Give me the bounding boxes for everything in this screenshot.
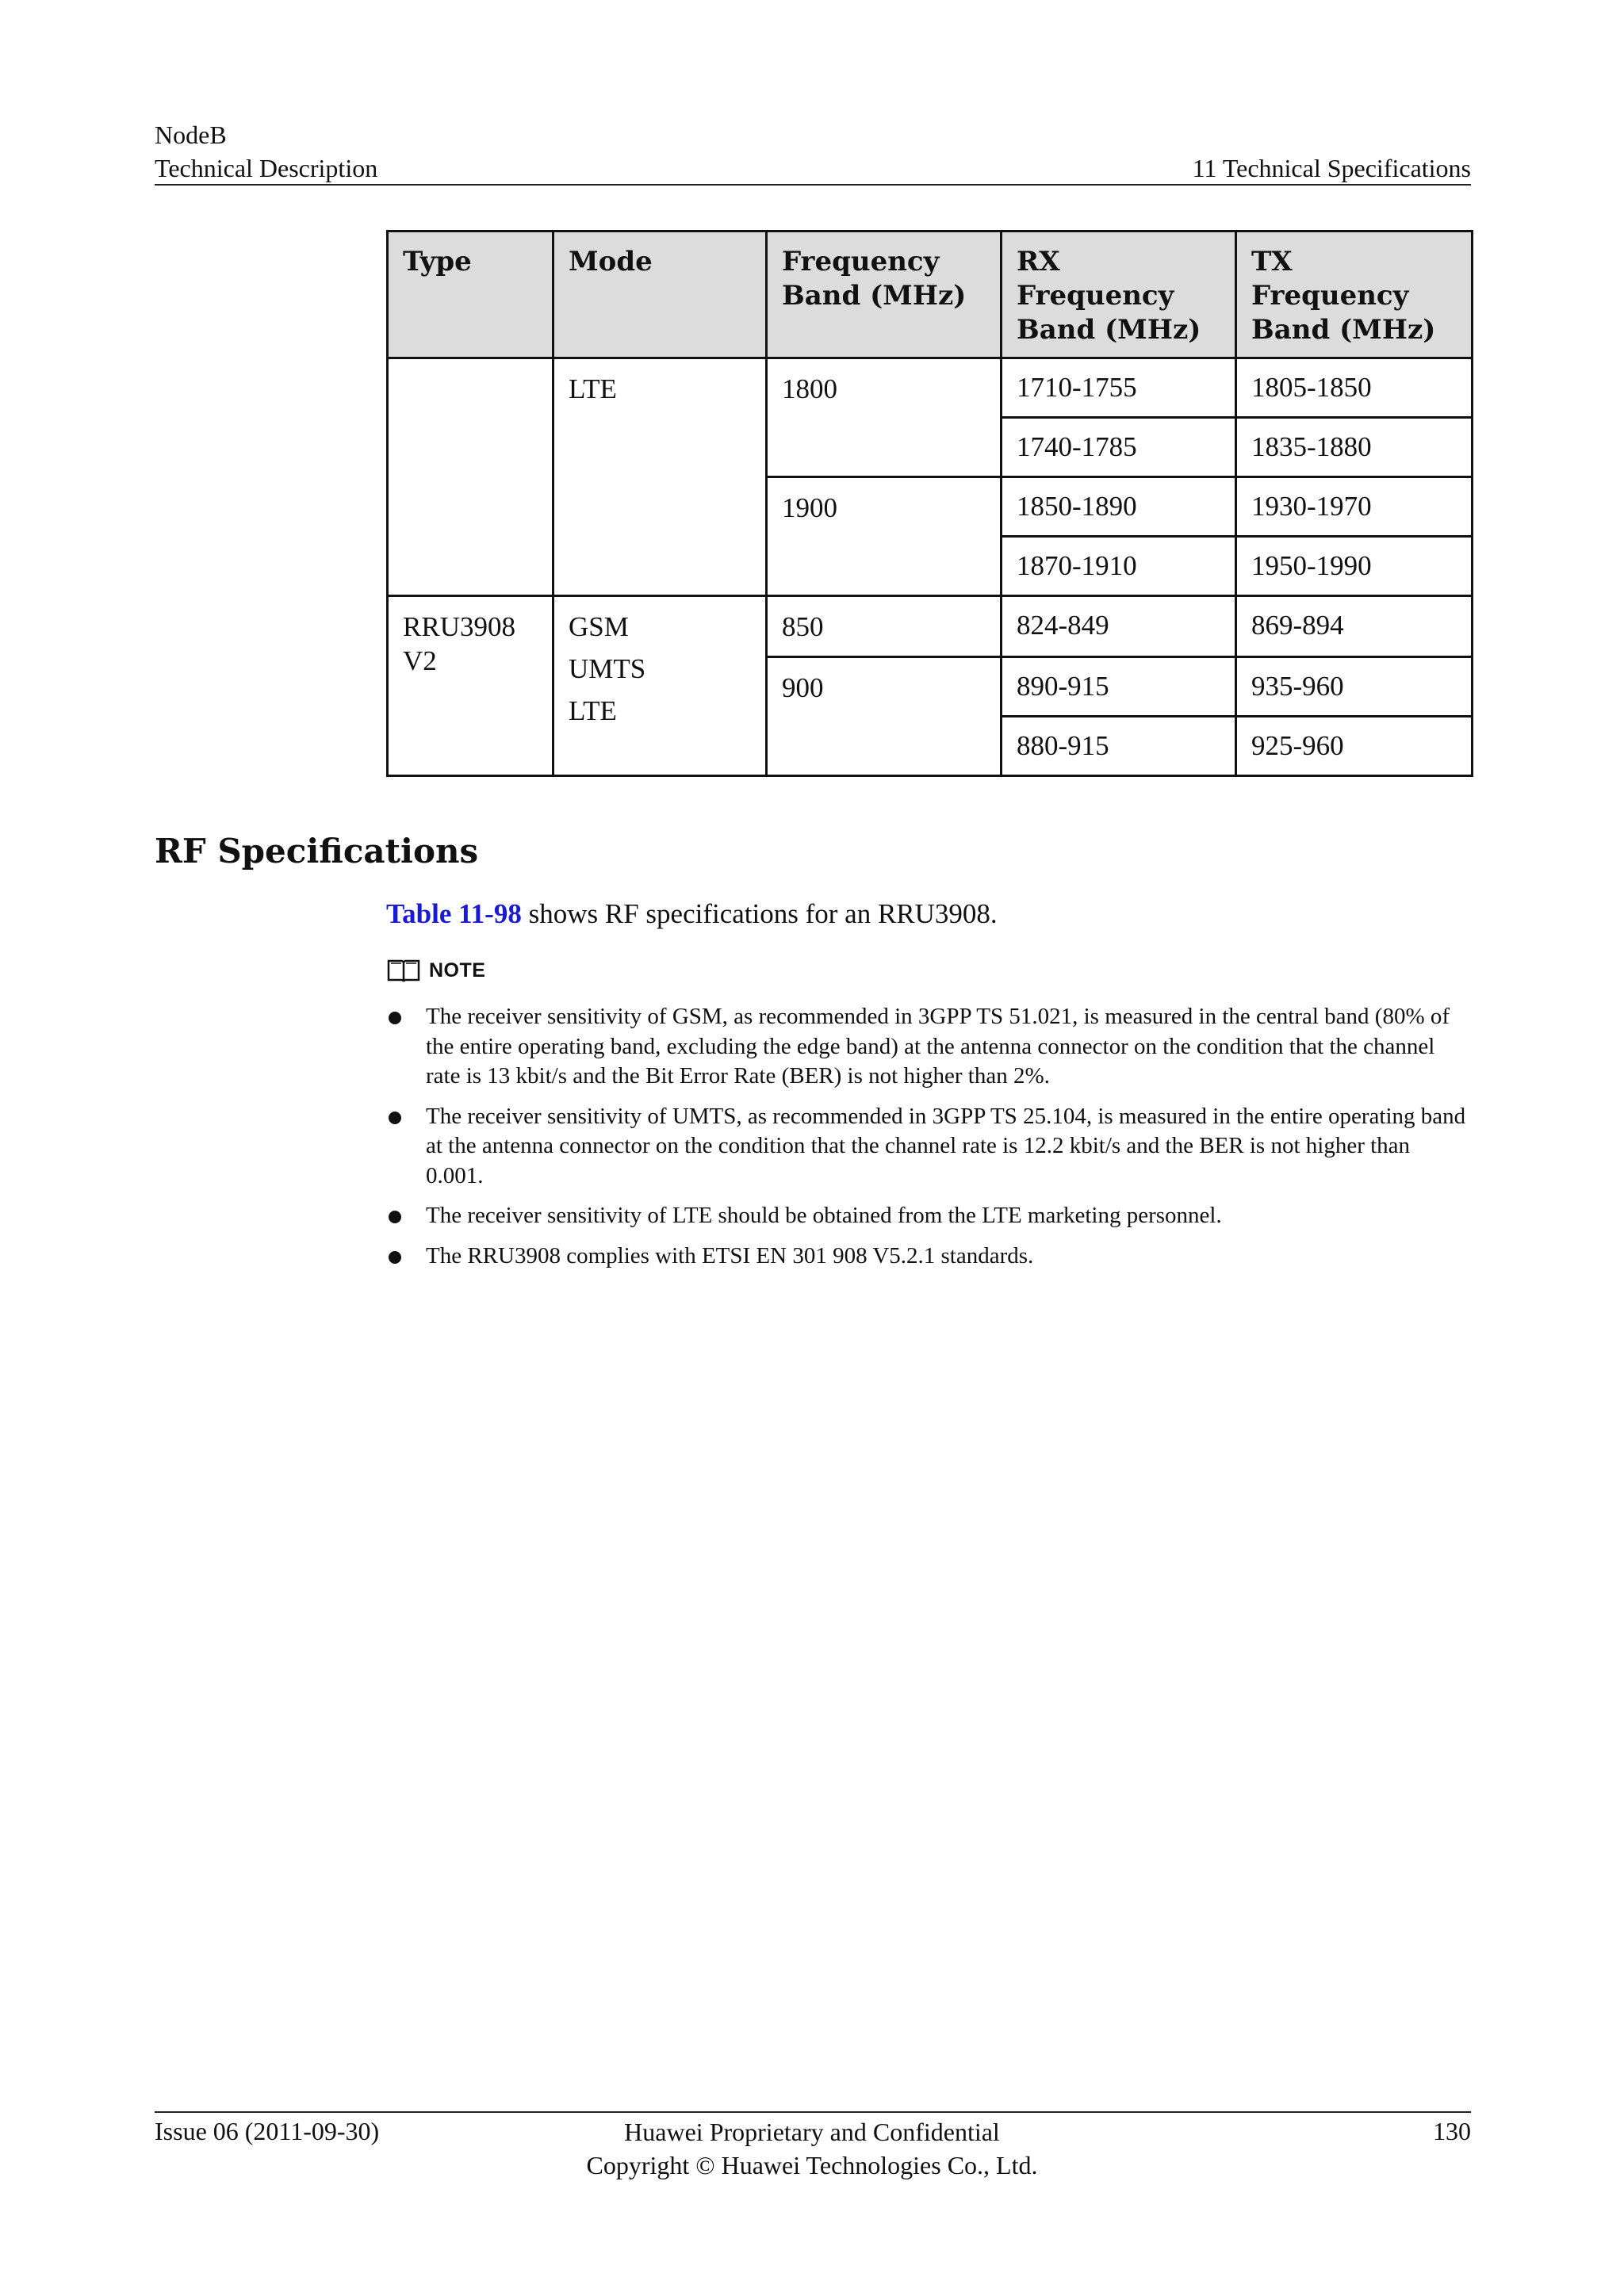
note-text: The receiver sensitivity of LTE should be obtained from the LTE marketing personnel. [426,1203,1222,1228]
table-header-row [388,232,1473,358]
list-item [386,1201,1471,1231]
type-line: RRU3908 [403,611,515,642]
footer-center [0,2115,1624,2182]
cell-tx-band: 925-960 [1236,717,1473,776]
footer-divider [155,2111,1471,2113]
table-reference-link[interactable]: Table 11-98 [386,898,522,929]
footer-copyright: Copyright © Huawei Technologies Co., Ltd. [586,2151,1038,2179]
cell-rx-band: 824-849 [1002,596,1236,657]
cell-rx-band: 1740-1785 [1002,418,1236,477]
note-header [386,955,485,986]
note-label: NOTE [429,959,486,982]
cell-frequency-band: 1800 [767,358,1002,477]
list-item [386,1242,1471,1272]
intro-text: shows RF specifications for an RRU3908. [521,898,998,929]
cell-frequency-band: 1900 [767,477,1002,596]
bullet-icon [389,1112,401,1124]
col-header-type: Type [388,232,553,358]
cell-tx-band: 1950-1990 [1236,537,1473,596]
mode-item: LTE [569,695,617,726]
cell-rx-band: 890-915 [1002,657,1236,717]
col-header-tx-band: TX Frequency Band (MHz) [1236,232,1473,358]
cell-rx-band: 1870-1910 [1002,537,1236,596]
col-header-frequency-band: Frequency Band (MHz) [767,232,1002,358]
cell-tx-band: 1835-1880 [1236,418,1473,477]
mode-item: UMTS [569,653,646,684]
table-row [388,596,1473,657]
note-list [386,1002,1471,1281]
list-item [386,1102,1471,1192]
cell-type [388,358,553,596]
bullet-icon [389,1251,401,1264]
intro-paragraph [386,896,998,932]
mode-item: GSM [569,611,629,642]
bullet-icon [389,1211,401,1223]
footer-issue: Issue 06 (2011-09-30) [155,2117,380,2145]
cell-tx-band: 935-960 [1236,657,1473,717]
cell-mode [553,596,767,776]
note-text: The receiver sensitivity of UMTS, as recommended in 3GPP TS 25.104, is measured in the entire operating band at the antenna connector on the condition that the channel rate is 12.2 kbit/s and the BER is not higher than 0.001. [426,1103,1466,1188]
cell-tx-band: 1805-1850 [1236,358,1473,418]
cell-rx-band: 1850-1890 [1002,477,1236,537]
frequency-band-table [386,230,1473,777]
note-text: The receiver sensitivity of GSM, as recommended in 3GPP TS 51.021, is measured in the central band (80% of the entire operating band, excluding the edge band) at the antenna connector on the condition that the channel rate is 13 kbit/s and the Bit Error Rate (BER) is not higher than 2%. [426,1004,1450,1089]
col-header-mode: Mode [553,232,767,358]
cell-tx-band: 1930-1970 [1236,477,1473,537]
footer-confidential: Huawei Proprietary and Confidential [624,2118,1000,2146]
type-line: V2 [403,645,437,676]
col-header-rx-band: RX Frequency Band (MHz) [1002,232,1236,358]
header-divider [155,184,1471,186]
list-item [386,1002,1471,1092]
bullet-icon [389,1012,401,1024]
cell-frequency-band: 900 [767,657,1002,776]
cell-frequency-band: 850 [767,596,1002,657]
footer-page-number: 130 [1433,2117,1471,2145]
cell-tx-band: 869-894 [1236,596,1473,657]
header-chapter: 11 Technical Specifications [1192,154,1471,182]
section-title: RF Specifications [155,832,479,871]
book-icon [386,957,421,984]
cell-rx-band: 880-915 [1002,717,1236,776]
cell-type [388,596,553,776]
note-text: The RRU3908 complies with ETSI EN 301 908 V5.2.1 standards. [426,1242,1034,1269]
header-product: NodeB [155,121,227,149]
header-doc-title: Technical Description [155,154,378,182]
cell-mode: LTE [553,358,767,596]
table-row [388,358,1473,418]
cell-rx-band: 1710-1755 [1002,358,1236,418]
